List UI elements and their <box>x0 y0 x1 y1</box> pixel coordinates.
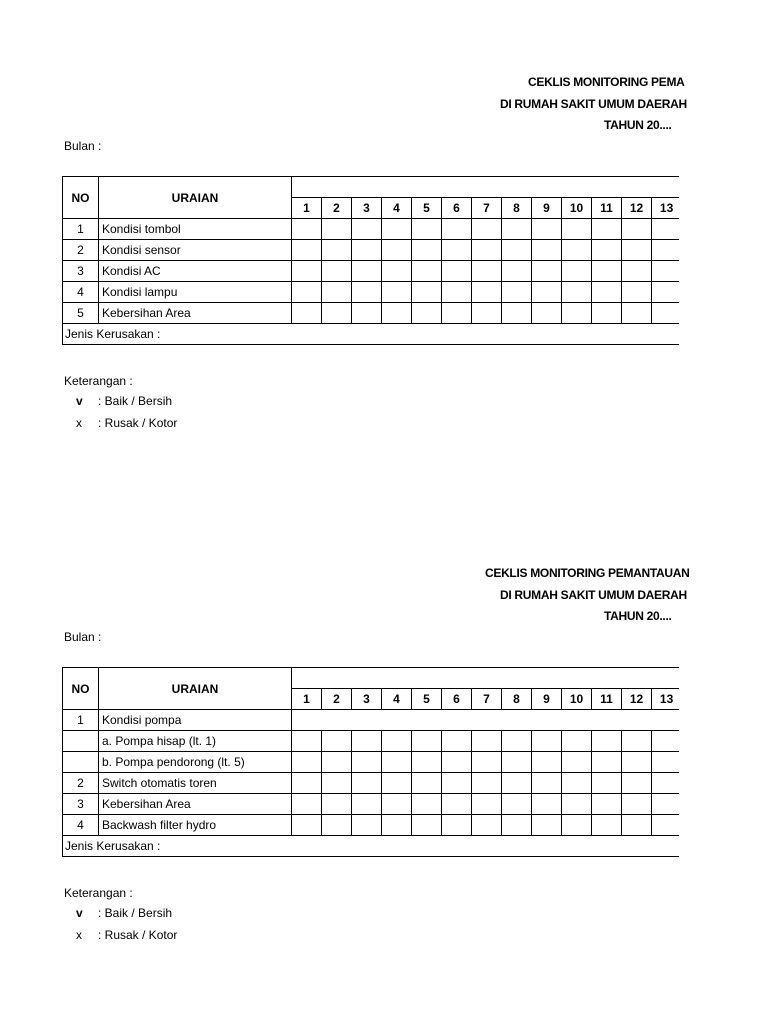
check-cell[interactable] <box>652 303 680 324</box>
check-cell[interactable] <box>382 261 412 282</box>
row-number: 2 <box>63 773 99 794</box>
check-cell[interactable] <box>562 794 592 815</box>
check-cell[interactable] <box>562 282 592 303</box>
row-number: 1 <box>63 219 99 240</box>
day-header: 11 <box>592 689 622 710</box>
day-header: 10 <box>562 689 592 710</box>
check-cell[interactable] <box>382 752 412 773</box>
check-cell[interactable] <box>292 815 322 836</box>
check-cell[interactable] <box>382 794 412 815</box>
jenis-kerusakan-row <box>63 324 680 345</box>
legend-symbol-x: x <box>76 928 82 942</box>
table-row <box>63 303 680 324</box>
check-cell[interactable] <box>502 303 532 324</box>
check-cell[interactable] <box>502 240 532 261</box>
day-header: 5 <box>412 198 442 219</box>
header-row <box>63 177 680 198</box>
header-uraian: URAIAN <box>99 177 292 219</box>
row-description: Kondisi pompa <box>99 710 292 731</box>
check-cell[interactable] <box>382 240 412 261</box>
check-cell[interactable] <box>322 773 352 794</box>
row-description: Kondisi AC <box>99 261 292 282</box>
check-cell[interactable] <box>412 731 442 752</box>
check-cell[interactable] <box>532 752 562 773</box>
day-header: 12 <box>622 689 652 710</box>
day-header: 12 <box>622 198 652 219</box>
check-cell[interactable] <box>412 219 442 240</box>
check-cell[interactable] <box>292 794 322 815</box>
check-cell[interactable] <box>442 773 472 794</box>
check-cell[interactable] <box>502 773 532 794</box>
check-cell[interactable] <box>322 731 352 752</box>
day-header: 4 <box>382 689 412 710</box>
day-header: 9 <box>532 198 562 219</box>
check-cell[interactable] <box>322 261 352 282</box>
check-cell[interactable] <box>532 282 562 303</box>
row-description: Kebersihan Area <box>99 303 292 324</box>
legend-symbol-x: x <box>76 416 82 430</box>
row-number: 4 <box>63 282 99 303</box>
check-cell[interactable] <box>412 261 442 282</box>
day-header: 6 <box>442 689 472 710</box>
row-number <box>63 731 99 752</box>
form-title-line-2: DI RUMAH SAKIT UMUM DAERAH <box>500 588 687 602</box>
check-cell[interactable] <box>292 261 322 282</box>
check-cell[interactable] <box>502 752 532 773</box>
check-cell[interactable] <box>592 815 622 836</box>
check-cell[interactable] <box>322 303 352 324</box>
keterangan-title: Keterangan : <box>64 886 133 900</box>
check-cell[interactable] <box>622 731 652 752</box>
check-cell[interactable] <box>472 752 502 773</box>
row-number: 4 <box>63 815 99 836</box>
day-header: 6 <box>442 198 472 219</box>
checklist-table <box>62 176 679 345</box>
form-title-line-2: DI RUMAH SAKIT UMUM DAERAH <box>500 97 687 111</box>
legend-text: : Rusak / Kotor <box>98 416 178 430</box>
check-cell[interactable] <box>502 261 532 282</box>
check-cell[interactable] <box>472 303 502 324</box>
check-cell[interactable] <box>592 282 622 303</box>
check-cell[interactable] <box>412 240 442 261</box>
row-description: Kondisi lampu <box>99 282 292 303</box>
table-row <box>63 815 680 836</box>
legend-text: : Baik / Bersih <box>98 906 173 920</box>
day-header: 2 <box>322 198 352 219</box>
jenis-kerusakan-row <box>63 836 680 857</box>
check-cell[interactable] <box>322 240 352 261</box>
day-header: 3 <box>352 198 382 219</box>
check-cell[interactable] <box>502 282 532 303</box>
check-cell[interactable] <box>352 240 382 261</box>
header-uraian: URAIAN <box>99 668 292 710</box>
check-cell[interactable] <box>292 303 322 324</box>
check-cell[interactable] <box>292 219 322 240</box>
check-cell[interactable] <box>382 815 412 836</box>
check-cell[interactable] <box>652 731 680 752</box>
table-row <box>63 240 680 261</box>
row-number: 2 <box>63 240 99 261</box>
check-cell[interactable] <box>322 794 352 815</box>
table-row <box>63 731 680 752</box>
check-cell[interactable] <box>532 773 562 794</box>
check-cell[interactable] <box>652 219 680 240</box>
check-cell[interactable] <box>382 219 412 240</box>
check-cell[interactable] <box>532 731 562 752</box>
day-header: 8 <box>502 198 532 219</box>
check-cell[interactable] <box>292 240 322 261</box>
check-cell[interactable] <box>472 240 502 261</box>
check-cell[interactable] <box>562 752 592 773</box>
check-cell[interactable] <box>352 752 382 773</box>
check-cell[interactable] <box>442 752 472 773</box>
check-cell[interactable] <box>532 240 562 261</box>
table-row <box>63 773 680 794</box>
check-cell[interactable] <box>532 303 562 324</box>
table-row <box>63 282 680 303</box>
header-blank <box>292 668 680 689</box>
check-cell[interactable] <box>442 282 472 303</box>
table-row <box>63 710 680 731</box>
day-header: 8 <box>502 689 532 710</box>
check-cell[interactable] <box>472 794 502 815</box>
check-cell[interactable] <box>592 752 622 773</box>
keterangan-title: Keterangan : <box>64 374 133 388</box>
check-cell[interactable] <box>472 219 502 240</box>
check-cell[interactable] <box>622 794 652 815</box>
check-cell[interactable] <box>592 261 622 282</box>
check-cell[interactable] <box>352 773 382 794</box>
check-cell[interactable] <box>322 282 352 303</box>
form-title-line-3: TAHUN 20.... <box>604 609 672 623</box>
check-cell[interactable] <box>352 815 382 836</box>
check-cell[interactable] <box>322 815 352 836</box>
check-cell[interactable] <box>652 752 680 773</box>
check-cell[interactable] <box>502 815 532 836</box>
check-cell[interactable] <box>532 794 562 815</box>
check-cell[interactable] <box>412 303 442 324</box>
day-header: 13 <box>652 689 680 710</box>
check-cell[interactable] <box>652 815 680 836</box>
checklist-table-wrapper <box>62 667 679 857</box>
check-cell[interactable] <box>472 261 502 282</box>
check-cell[interactable] <box>322 219 352 240</box>
check-cell[interactable] <box>292 752 322 773</box>
check-cell[interactable] <box>412 815 442 836</box>
check-cell[interactable] <box>292 282 322 303</box>
table-row <box>63 219 680 240</box>
day-header: 2 <box>322 689 352 710</box>
check-cell[interactable] <box>442 815 472 836</box>
row-description: Switch otomatis toren <box>99 773 292 794</box>
check-cell[interactable] <box>562 303 592 324</box>
check-cell[interactable] <box>322 752 352 773</box>
row-description: b. Pompa pendorong (lt. 5) <box>99 752 292 773</box>
row-description: Kebersihan Area <box>99 794 292 815</box>
check-cell[interactable] <box>352 219 382 240</box>
check-cell[interactable] <box>622 282 652 303</box>
row-description: a. Pompa hisap (lt. 1) <box>99 731 292 752</box>
check-cell[interactable] <box>592 303 622 324</box>
check-cell[interactable] <box>562 261 592 282</box>
check-cell[interactable] <box>472 773 502 794</box>
row-number: 5 <box>63 303 99 324</box>
check-cell[interactable] <box>352 261 382 282</box>
check-cell[interactable] <box>592 773 622 794</box>
legend-symbol-check: v <box>76 906 83 920</box>
day-header: 11 <box>592 198 622 219</box>
check-cell[interactable] <box>532 261 562 282</box>
check-cell[interactable] <box>592 240 622 261</box>
check-cell[interactable] <box>442 261 472 282</box>
row-number: 3 <box>63 261 99 282</box>
day-header: 13 <box>652 198 680 219</box>
bulan-label: Bulan : <box>64 630 102 644</box>
check-cell[interactable] <box>592 794 622 815</box>
legend-item-baik <box>76 394 172 408</box>
check-cell[interactable] <box>652 261 680 282</box>
legend-text: : Baik / Bersih <box>98 394 173 408</box>
header-no: NO <box>63 668 99 710</box>
row-description: Kondisi sensor <box>99 240 292 261</box>
row-number <box>63 752 99 773</box>
check-cell[interactable] <box>562 240 592 261</box>
table-row <box>63 794 680 815</box>
check-cell[interactable] <box>652 794 680 815</box>
check-cell[interactable] <box>622 219 652 240</box>
checklist-table-wrapper <box>62 176 679 345</box>
table-row <box>63 752 680 773</box>
day-header: 10 <box>562 198 592 219</box>
check-cell[interactable] <box>622 261 652 282</box>
day-header: 3 <box>352 689 382 710</box>
table-row <box>63 261 680 282</box>
check-cell[interactable] <box>502 794 532 815</box>
legend-item-rusak <box>76 928 177 942</box>
check-cell[interactable] <box>442 731 472 752</box>
check-cell[interactable] <box>532 219 562 240</box>
check-cell[interactable] <box>472 815 502 836</box>
day-header: 4 <box>382 198 412 219</box>
check-cell[interactable] <box>622 752 652 773</box>
check-cell[interactable] <box>592 731 622 752</box>
check-cell[interactable] <box>442 303 472 324</box>
check-cell[interactable] <box>382 303 412 324</box>
check-cell[interactable] <box>562 731 592 752</box>
check-cell[interactable] <box>412 752 442 773</box>
legend-item-baik <box>76 906 172 920</box>
check-cell[interactable] <box>472 731 502 752</box>
merged-cell <box>292 710 680 731</box>
header-blank <box>292 177 680 198</box>
check-cell[interactable] <box>622 303 652 324</box>
checklist-table <box>62 667 679 857</box>
check-cell[interactable] <box>622 815 652 836</box>
check-cell[interactable] <box>502 219 532 240</box>
check-cell[interactable] <box>352 794 382 815</box>
check-cell[interactable] <box>352 282 382 303</box>
check-cell[interactable] <box>622 773 652 794</box>
check-cell[interactable] <box>412 794 442 815</box>
header-no: NO <box>63 177 99 219</box>
check-cell[interactable] <box>472 282 502 303</box>
check-cell[interactable] <box>382 731 412 752</box>
check-cell[interactable] <box>652 773 680 794</box>
day-header: 1 <box>292 689 322 710</box>
header-row <box>63 668 680 689</box>
check-cell[interactable] <box>622 240 652 261</box>
check-cell[interactable] <box>352 303 382 324</box>
day-header: 9 <box>532 689 562 710</box>
check-cell[interactable] <box>442 219 472 240</box>
bulan-label: Bulan : <box>64 139 102 153</box>
check-cell[interactable] <box>292 773 322 794</box>
check-cell[interactable] <box>502 731 532 752</box>
form-title-line-1: CEKLIS MONITORING PEMA <box>528 75 685 89</box>
legend-symbol-check: v <box>76 394 83 408</box>
check-cell[interactable] <box>562 773 592 794</box>
row-number: 3 <box>63 794 99 815</box>
check-cell[interactable] <box>442 794 472 815</box>
legend-item-rusak <box>76 416 177 430</box>
check-cell[interactable] <box>532 815 562 836</box>
row-number: 1 <box>63 710 99 731</box>
jenis-kerusakan-label[interactable]: Jenis Kerusakan : <box>63 836 680 857</box>
day-header: 1 <box>292 198 322 219</box>
check-cell[interactable] <box>652 240 680 261</box>
form-title-line-1: CEKLIS MONITORING PEMANTAUAN <box>485 566 690 580</box>
form-title-line-3: TAHUN 20.... <box>604 118 672 132</box>
check-cell[interactable] <box>652 282 680 303</box>
check-cell[interactable] <box>382 773 412 794</box>
check-cell[interactable] <box>562 219 592 240</box>
check-cell[interactable] <box>412 773 442 794</box>
check-cell[interactable] <box>412 282 442 303</box>
row-description: Kondisi tombol <box>99 219 292 240</box>
day-header: 7 <box>472 198 502 219</box>
jenis-kerusakan-label[interactable]: Jenis Kerusakan : <box>63 324 680 345</box>
day-header: 5 <box>412 689 442 710</box>
day-header: 7 <box>472 689 502 710</box>
check-cell[interactable] <box>442 240 472 261</box>
check-cell[interactable] <box>382 282 412 303</box>
legend-text: : Rusak / Kotor <box>98 928 178 942</box>
row-description: Backwash filter hydro <box>99 815 292 836</box>
check-cell[interactable] <box>562 815 592 836</box>
check-cell[interactable] <box>292 731 322 752</box>
check-cell[interactable] <box>352 731 382 752</box>
check-cell[interactable] <box>592 219 622 240</box>
